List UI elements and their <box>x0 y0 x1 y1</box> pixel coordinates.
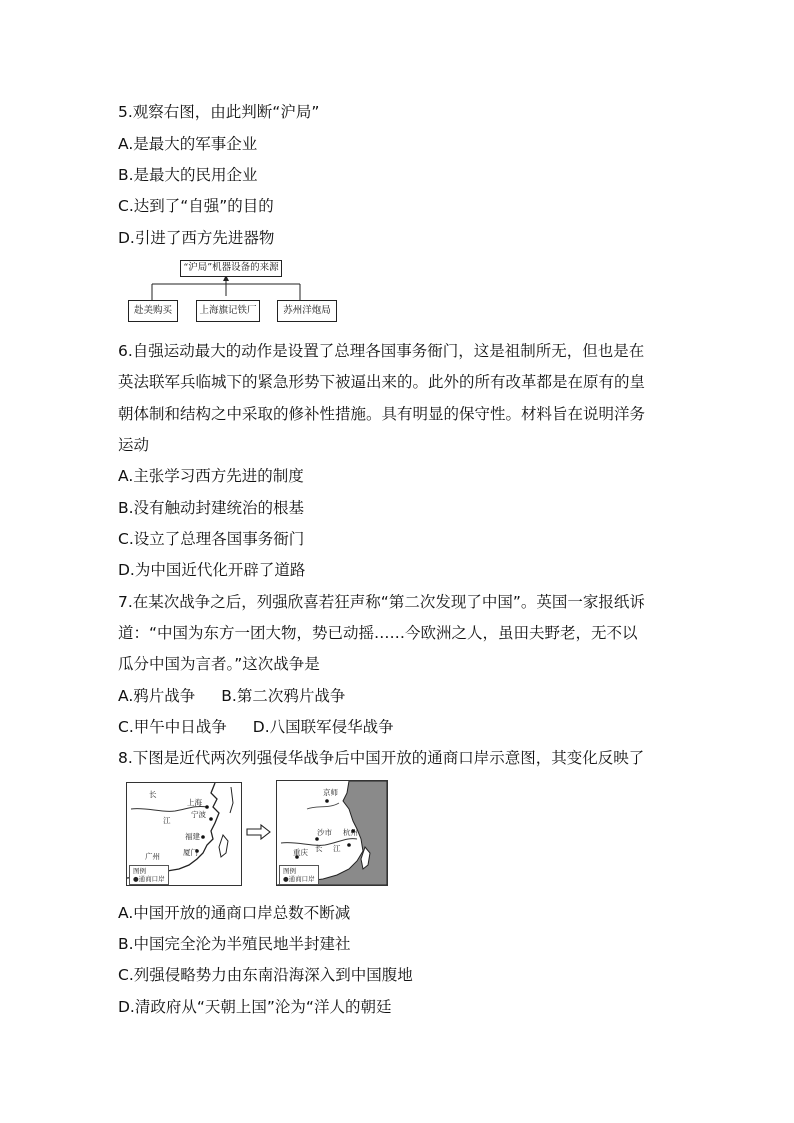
q7-option-b: B.第二次鸦片战争 <box>221 687 346 705</box>
map1-label-fujian: 福建 <box>185 832 200 841</box>
map-before <box>126 782 242 886</box>
q7-line-2: 道：“中国为东方一团大物，势已动摇……今欧洲之人，虽田夫野老，无不以 <box>118 624 638 642</box>
map1-label-chang: 长 <box>149 790 157 799</box>
q7-line-1: 7.在某次战争之后，列强欣喜若狂声称“第二次发现了中国”。英国一家报纸诉 <box>118 593 645 611</box>
diagram-source-2: 上海旗记铁厂 <box>196 300 260 322</box>
map2-label-jingshi: 京师 <box>323 788 338 797</box>
right-arrow-icon <box>246 824 272 840</box>
map2-label-chongqing: 重庆 <box>293 848 308 857</box>
map2-legend-item: ●通商口岸 <box>283 875 315 883</box>
q7-option-c: C.甲午中日战争 <box>118 718 227 736</box>
map2-label-chang: 长 <box>315 844 323 853</box>
q6-option-a: A.主张学习西方先进的制度 <box>118 467 304 485</box>
q6-line-2: 英法联军兵临城下的紧急形势下被逼出来的。此外的所有改革都是在原有的皇 <box>118 373 646 391</box>
q8-option-c: C.列强侵略势力由东南沿海深入到中国腹地 <box>118 966 413 984</box>
q5-option-a: A.是最大的军事企业 <box>118 135 258 153</box>
map1-label-shanghai: 上海 <box>187 798 202 807</box>
map1-legend-item: ●通商口岸 <box>133 875 165 883</box>
map2-label-shashi: 沙市 <box>317 828 332 837</box>
q5-option-b: B.是最大的民用企业 <box>118 166 258 184</box>
q6-line-1: 6.自强运动最大的动作是设置了总理各国事务衙门，这是祖制所无，但也是在 <box>118 342 645 360</box>
map2-label-jiang: 江 <box>333 844 341 853</box>
q5-source-diagram <box>122 258 342 326</box>
map2-legend <box>279 865 319 885</box>
map1-label-xiamen: 厦门 <box>183 848 198 857</box>
map1-label-guangzhou: 广州 <box>145 852 160 861</box>
q6-option-c: C.设立了总理各国事务衙门 <box>118 530 305 548</box>
q7-option-a: A.鸦片战争 <box>118 687 196 705</box>
q7-options-row-1 <box>118 686 345 706</box>
map2-legend-title: 图例 <box>283 867 296 875</box>
diagram-source-3: 苏州洋炮局 <box>277 300 337 322</box>
map2-label-hangzhou: 杭州 <box>343 828 358 837</box>
q5-stem: 5.观察右图，由此判断“沪局” <box>118 103 320 121</box>
map1-label-jiang: 江 <box>163 816 171 825</box>
q6-line-4: 运动 <box>118 436 150 454</box>
q6-option-d: D.为中国近代化开辟了道路 <box>118 561 306 579</box>
q5-option-d: D.引进了西方先进器物 <box>118 229 275 247</box>
diagram-top-box: “沪局”机器设备的来源 <box>180 260 282 277</box>
q5-option-c: C.达到了“自强”的目的 <box>118 197 274 215</box>
q8-option-a: A.中国开放的通商口岸总数不断减 <box>118 904 351 922</box>
q7-option-d: D.八国联军侵华战争 <box>252 718 394 736</box>
q6-option-b: B.没有触动封建统治的根基 <box>118 499 305 517</box>
map1-label-ningbo: 宁波 <box>191 810 206 819</box>
map1-legend-title: 图例 <box>133 867 146 875</box>
q8-treaty-port-maps <box>126 780 388 888</box>
q7-options-row-2 <box>118 717 394 737</box>
diagram-source-1: 赴美购买 <box>128 300 178 322</box>
q7-line-3: 瓜分中国为言者。”这次战争是 <box>118 655 320 673</box>
q8-option-b: B.中国完全沦为半殖民地半封建社 <box>118 935 351 953</box>
q8-stem: 8.下图是近代两次列强侵华战争后中国开放的通商口岸示意图，其变化反映了 <box>118 749 645 767</box>
q6-line-3: 朝体制和结构之中采取的修补性措施。具有明显的保守性。材料旨在说明洋务 <box>118 405 646 423</box>
map1-legend <box>129 865 169 885</box>
q8-option-d: D.清政府从“天朝上国”沦为“洋人的朝廷 <box>118 998 392 1016</box>
map-after <box>276 780 388 886</box>
